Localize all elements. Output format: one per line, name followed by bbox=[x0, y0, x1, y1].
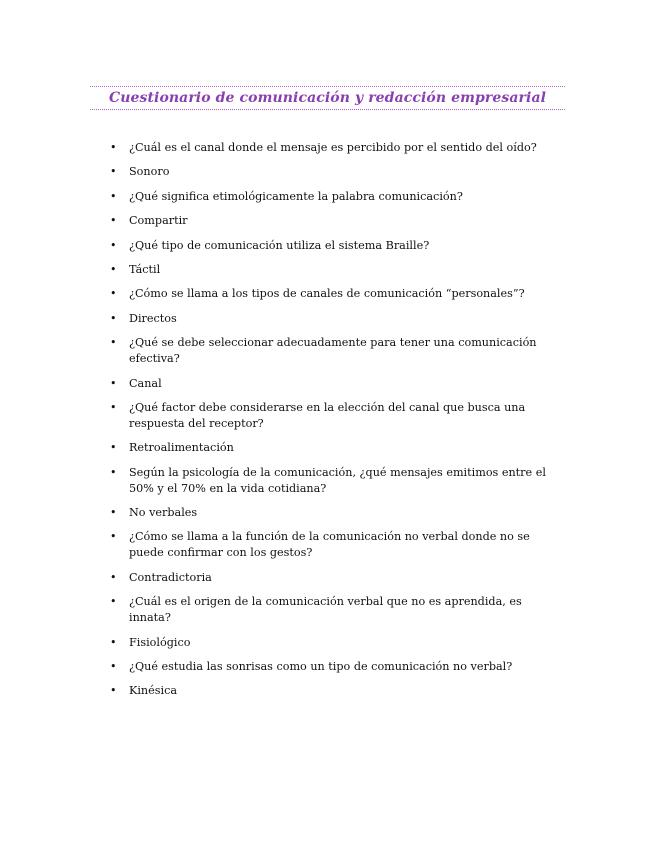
bullet-icon: • bbox=[110, 506, 117, 520]
item-text: Directos bbox=[129, 311, 177, 325]
bullet-icon: • bbox=[110, 465, 117, 479]
bullet-icon: • bbox=[110, 165, 117, 179]
item-text: ¿Qué se debe seleccionar adecuadamente para tener una comunicación efectiva? bbox=[129, 336, 537, 366]
item-text: ¿Cuál es el canal donde el mensaje es percibido por el sentido del oído? bbox=[129, 141, 537, 154]
bullet-icon: • bbox=[110, 376, 117, 390]
list-item-question bbox=[110, 189, 560, 205]
bullet-icon: • bbox=[110, 262, 117, 276]
list-item-answer bbox=[110, 635, 560, 651]
item-text: ¿Cómo se llama a la función de la comunicación no verbal donde no se puede confirmar con los gestos? bbox=[129, 530, 530, 560]
list-item-answer bbox=[110, 440, 560, 456]
bullet-icon: • bbox=[110, 238, 117, 252]
bullet-icon: • bbox=[110, 660, 117, 674]
title-top-rule bbox=[90, 86, 565, 87]
item-text: Retroalimentación bbox=[129, 441, 234, 455]
item-text: Canal bbox=[129, 376, 162, 390]
bullet-icon: • bbox=[110, 400, 117, 414]
list-item-question bbox=[110, 238, 560, 254]
list-item-answer bbox=[110, 570, 560, 586]
item-text: Contradictoria bbox=[129, 570, 212, 584]
title-bottom-rule bbox=[90, 109, 565, 110]
item-text: Compartir bbox=[129, 214, 188, 228]
list-item-answer bbox=[110, 164, 560, 180]
list-item-question bbox=[110, 594, 560, 626]
item-text: ¿Qué factor debe considerarse en la elección del canal que busca una respuesta del receptor? bbox=[129, 400, 526, 430]
question-answer-list bbox=[110, 140, 560, 708]
item-text: Kinésica bbox=[129, 684, 178, 698]
list-item-answer bbox=[110, 683, 560, 699]
document-title: Cuestionario de comunicación y redacción empresarial bbox=[108, 90, 547, 106]
bullet-icon: • bbox=[110, 311, 117, 325]
bullet-icon: • bbox=[110, 141, 117, 154]
list-item-answer bbox=[110, 262, 560, 278]
list-item-answer bbox=[110, 311, 560, 327]
item-text: Sonoro bbox=[129, 165, 170, 179]
list-item-answer bbox=[110, 505, 560, 521]
list-item-question bbox=[110, 140, 560, 156]
bullet-icon: • bbox=[110, 214, 117, 228]
list-item-question bbox=[110, 400, 560, 432]
bullet-icon: • bbox=[110, 570, 117, 584]
item-text: ¿Qué significa etimológicamente la palabra comunicación? bbox=[129, 189, 463, 203]
bullet-icon: • bbox=[110, 530, 117, 544]
item-text: Táctil bbox=[129, 262, 161, 276]
list-item-question bbox=[110, 465, 560, 497]
item-text: ¿Qué estudia las sonrisas como un tipo de comunicación no verbal? bbox=[129, 660, 513, 674]
list-item-question bbox=[110, 335, 560, 367]
bullet-icon: • bbox=[110, 441, 117, 455]
bullet-icon: • bbox=[110, 287, 117, 301]
list-item-question bbox=[110, 659, 560, 675]
title-block bbox=[90, 86, 565, 110]
item-text: ¿Cuál es el origen de la comunicación verbal que no es aprendida, es innata? bbox=[129, 595, 522, 625]
list-item-answer bbox=[110, 376, 560, 392]
list-item-question bbox=[110, 529, 560, 561]
list-item-answer bbox=[110, 213, 560, 229]
bullet-icon: • bbox=[110, 684, 117, 698]
item-text: Fisiológico bbox=[129, 635, 191, 649]
item-text: No verbales bbox=[129, 506, 198, 520]
item-text: Según la psicología de la comunicación, ¿qué mensajes emitimos entre el 50% y el 70% en la vida cotidiana? bbox=[129, 465, 546, 495]
list-item-question bbox=[110, 286, 560, 302]
bullet-icon: • bbox=[110, 595, 117, 609]
bullet-icon: • bbox=[110, 635, 117, 649]
item-text: ¿Cómo se llama a los tipos de canales de comunicación “personales”? bbox=[129, 287, 525, 301]
bullet-icon: • bbox=[110, 336, 117, 350]
item-text: ¿Qué tipo de comunicación utiliza el sistema Braille? bbox=[129, 238, 430, 252]
bullet-icon: • bbox=[110, 189, 117, 203]
